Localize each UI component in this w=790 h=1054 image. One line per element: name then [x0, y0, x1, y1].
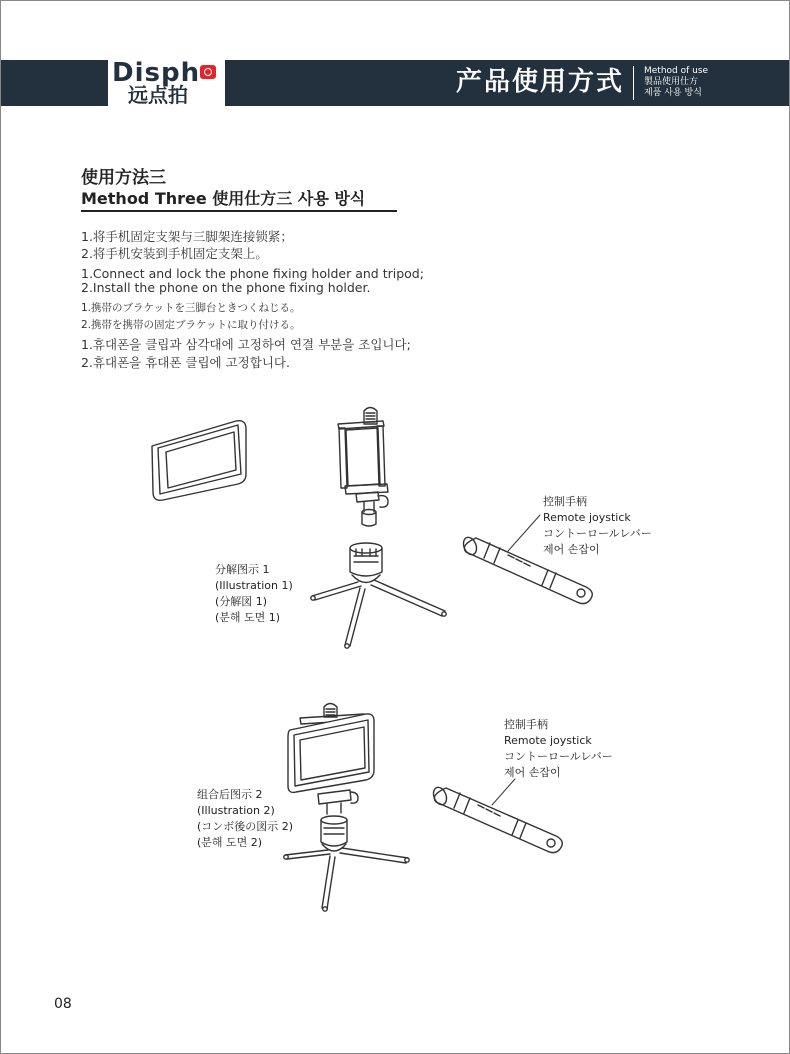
joystick-drawing — [431, 779, 562, 853]
instruction-line: 1.将手机固定支架与三脚架连接锁紧； — [81, 229, 293, 244]
label-line: コントーロールレバー — [504, 750, 613, 763]
joystick-label-2 — [504, 717, 613, 781]
label-line: 组合后图示 2 — [197, 788, 263, 801]
instruction-line: 1.휴대폰을 클립과 삼각대에 고정하여 연결 부분을 조입니다; — [81, 337, 411, 352]
logo-chinese: 远点拍 — [128, 83, 188, 107]
label-line: コントーロールレバー — [543, 527, 652, 540]
tripod-drawing — [311, 543, 446, 648]
subtitle-en: Method of use — [644, 66, 709, 76]
instruction-line: 2.将手机安装到手机固定支架上。 — [81, 246, 268, 261]
label-line: (분해 도면 2) — [197, 836, 263, 849]
label-line: (分解図 1) — [215, 595, 268, 608]
instruction-line: 2.Install the phone on the phone fixing holder. — [81, 280, 371, 295]
label-line: 控制手柄 — [543, 495, 587, 508]
instruction-line: 2.휴대폰을 휴대폰 클립에 고정합니다. — [81, 355, 290, 370]
instruction-line: 2.携帯を携帯の固定ブラケットに取り付ける。 — [81, 319, 301, 331]
label-line: (분해 도면 1) — [215, 611, 281, 624]
label-line: (Illustration 2) — [197, 804, 275, 817]
illustration-label-1 — [215, 562, 293, 626]
subtitle-kr: 제품 사용 방식 — [644, 88, 702, 98]
joystick-label-1 — [543, 494, 652, 558]
label-line: 控制手柄 — [504, 718, 548, 731]
instruction-line: 1.Connect and lock the phone fixing holder and tripod; — [81, 266, 424, 281]
assembled-drawing — [284, 704, 409, 912]
phone-drawing — [152, 421, 246, 501]
label-line: 分解图示 1 — [215, 563, 270, 576]
section-heading-cn: 使用方法三 — [81, 168, 166, 188]
instruction-line: 1.携帯のブラケットを三脚台ときつくねじる。 — [81, 302, 301, 314]
subtitle-jp: 製品使用仕方 — [644, 77, 699, 87]
illustration-label-2 — [197, 787, 293, 851]
label-line: 제어 손잡이 — [543, 543, 600, 556]
label-line: 제어 손잡이 — [504, 766, 561, 779]
label-line: Remote joystick — [504, 734, 592, 747]
label-line: (コンボ後の図示 2) — [197, 820, 294, 833]
header-title: 产品使用方式 — [456, 67, 625, 97]
page-number: 08 — [54, 996, 72, 1012]
section-heading-multi: Method Three 使用仕方三 사용 방식 — [81, 189, 366, 208]
phone-holder-drawing — [338, 408, 388, 527]
label-line: (Illustration 1) — [215, 579, 293, 592]
logo-wordmark: Disph — [112, 58, 201, 88]
label-line: Remote joystick — [543, 511, 631, 524]
